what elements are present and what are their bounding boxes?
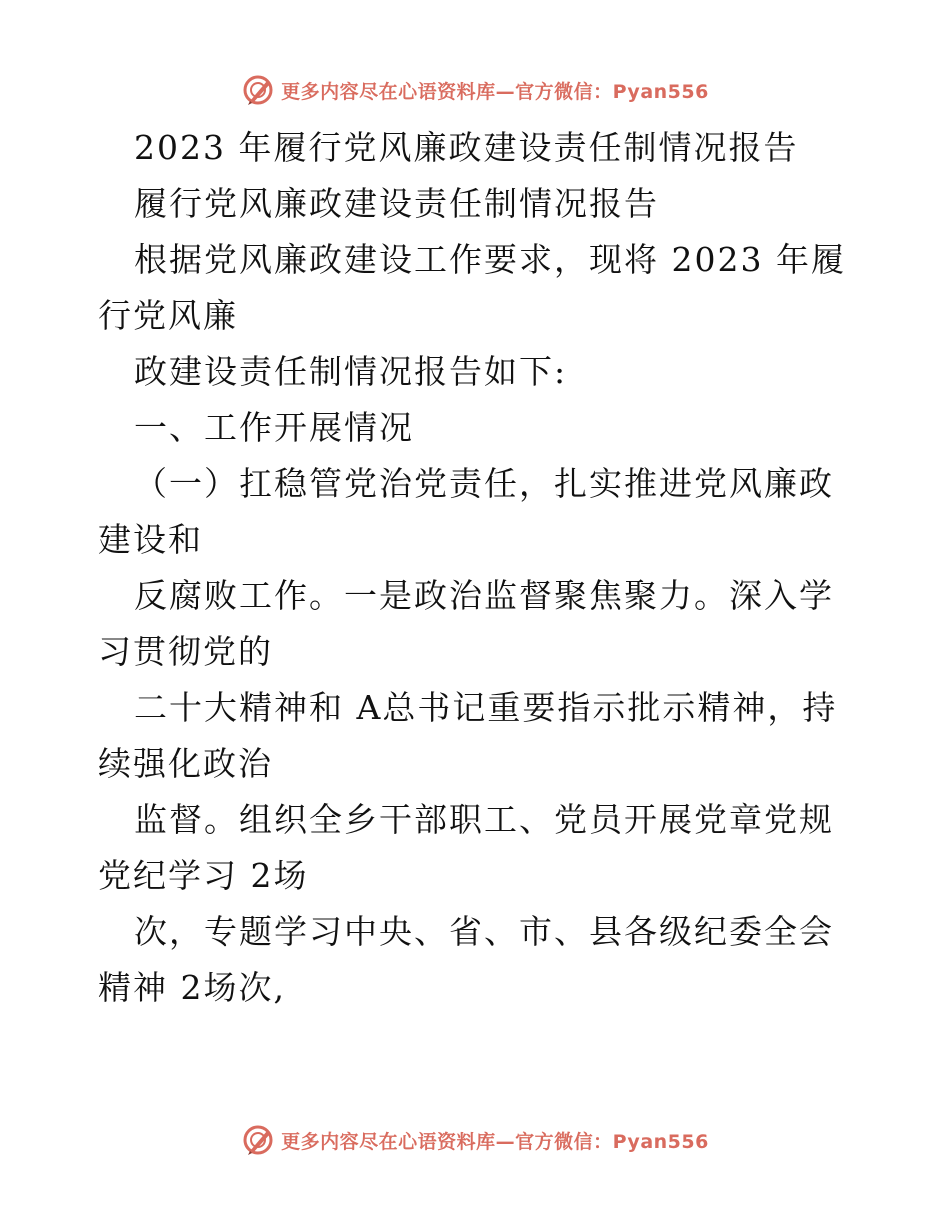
footer-watermark bbox=[0, 1120, 950, 1160]
doc-paragraph: 根据党风廉政建设工作要求，现将 2023 年履行党风廉 bbox=[98, 240, 846, 335]
doc-paragraph: （一）扛稳管党治党责任，扎实推进党风廉政建设和 bbox=[98, 464, 834, 559]
doc-paragraph: 反腐败工作。一是政治监督聚焦聚力。深入学习贯彻党的 bbox=[98, 576, 834, 671]
document-body bbox=[98, 120, 854, 1016]
doc-subtitle: 履行党风廉政建设责任制情况报告 bbox=[134, 184, 659, 223]
doc-section-heading: 一、工作开展情况 bbox=[134, 408, 414, 447]
doc-title: 2023 年履行党风廉政建设责任制情况报告 bbox=[134, 128, 799, 167]
footer-watermark-text: 更多内容尽在心语资料库—官方微信：Pyan556 bbox=[281, 1130, 709, 1153]
header-watermark-text: 更多内容尽在心语资料库—官方微信：Pyan556 bbox=[281, 80, 709, 103]
header-watermark bbox=[0, 70, 950, 110]
doc-paragraph: 监督。组织全乡干部职工、党员开展党章党规党纪学习 2场 bbox=[98, 800, 834, 895]
doc-paragraph: 次，专题学习中央、省、市、县各级纪委全会精神 2场次, bbox=[98, 912, 834, 1007]
pen-circle-logo-icon bbox=[241, 1123, 275, 1157]
pen-circle-logo-icon bbox=[241, 73, 275, 107]
doc-paragraph: 二十大精神和 A总书记重要指示批示精神，持续强化政治 bbox=[98, 688, 838, 783]
doc-paragraph: 政建设责任制情况报告如下: bbox=[134, 352, 568, 391]
